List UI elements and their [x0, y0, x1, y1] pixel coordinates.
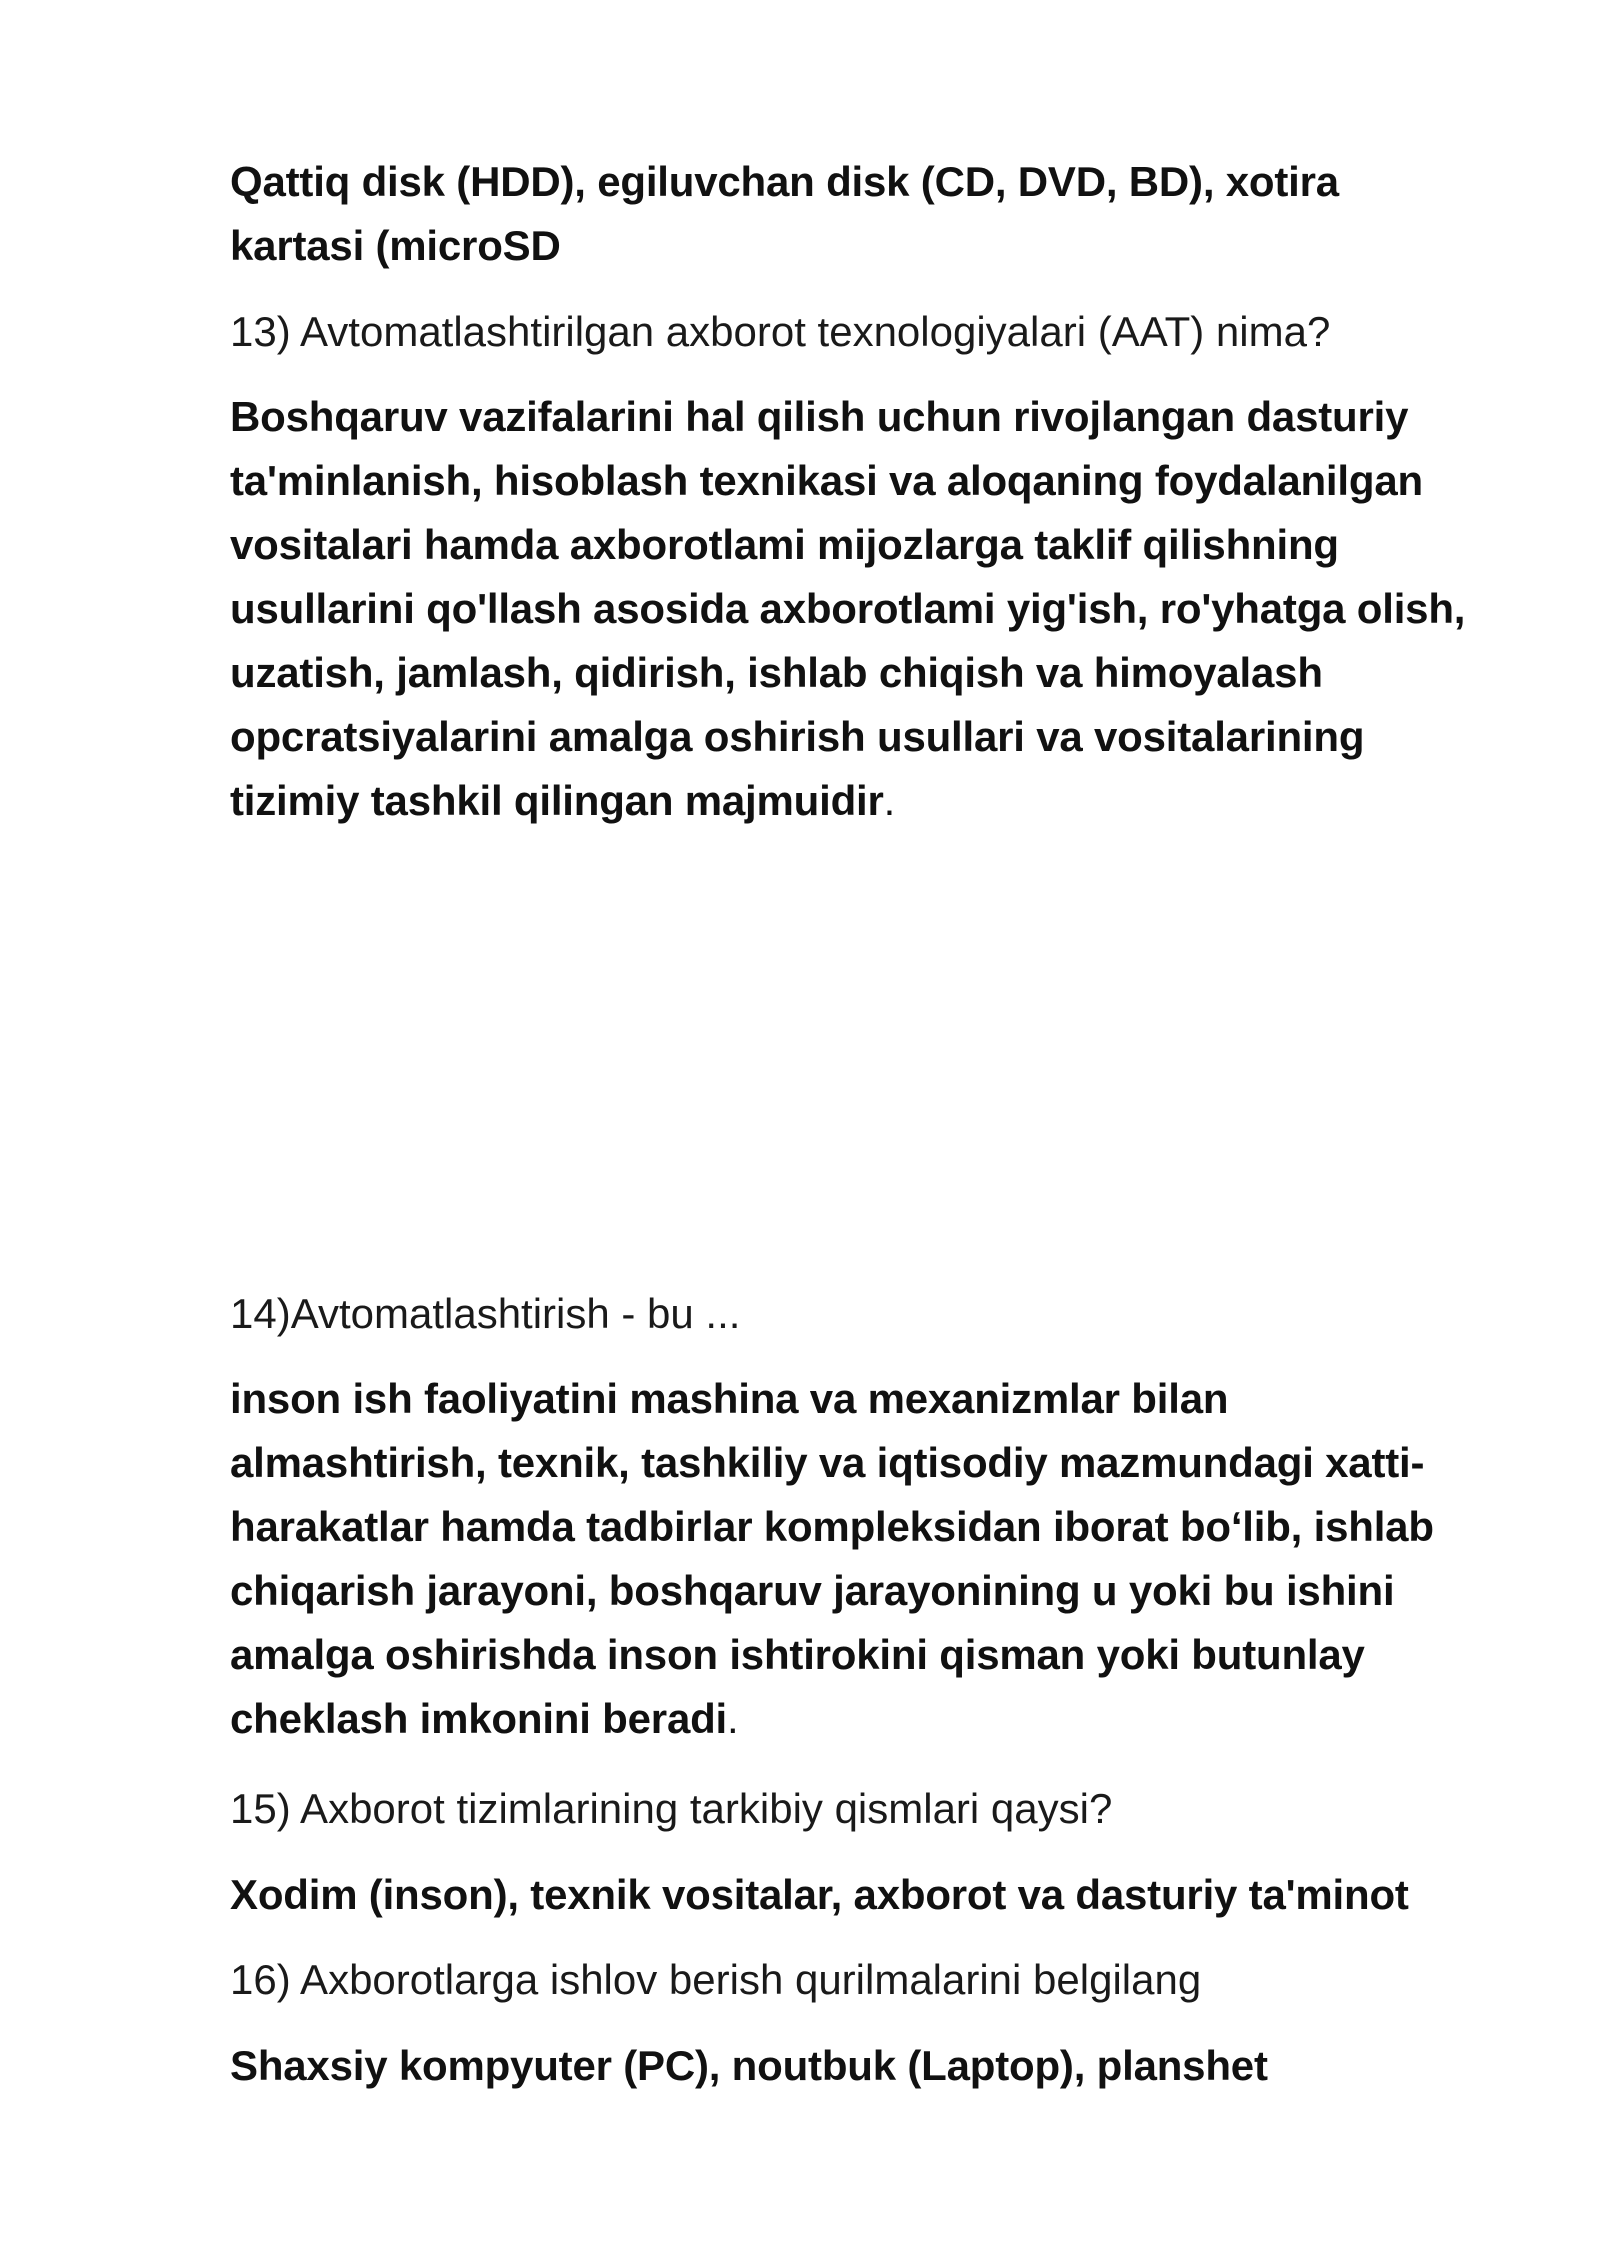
answer-14 — [230, 1367, 1490, 1751]
question-15: 15) Axborot tizimlarining tarkibiy qismlari qaysi? — [230, 1785, 1113, 1832]
answer-line-last — [230, 769, 1490, 833]
answer-line: amalga oshirishda inson ishtirokini qisman yoki butunlay — [230, 1631, 1365, 1678]
answer-text: cheklash imkonini beradi — [230, 1695, 728, 1742]
answer-period: . — [883, 777, 896, 824]
answer-line: vositalari hamda axborotlami mijozlarga taklif qilishning — [230, 521, 1339, 568]
answer-line: uzatish, jamlash, qidirish, ishlab chiqish va himoyalash — [230, 649, 1323, 696]
answer-line: opcratsiyalarini amalga oshirish usullari va vositalarining — [230, 713, 1365, 760]
answer-16: Shaxsiy kompyuter (PC), noutbuk (Laptop), planshet — [230, 2042, 1268, 2089]
answer-line: kartasi (microSD — [230, 222, 561, 269]
question-16: 16) Axborotlarga ishlov berish qurilmalarini belgilang — [230, 1956, 1202, 2003]
answer-12 — [230, 150, 1490, 278]
answer-line: ta'minlanish, hisoblash texnikasi va aloqaning foydalanilgan — [230, 457, 1423, 504]
answer-text: tizimiy tashkil qilingan majmuidir — [230, 777, 884, 824]
answer-line: usullarini qo'llash asosida axborotlami yig'ish, ro'yhatga olish, — [230, 585, 1466, 632]
answer-15: Xodim (inson), texnik vositalar, axborot va dasturiy ta'minot — [230, 1871, 1409, 1918]
answer-line: chiqarish jarayoni, boshqaruv jarayonining u yoki bu ishini — [230, 1567, 1395, 1614]
answer-line: inson ish faoliyatini mashina va mexanizmlar bilan — [230, 1375, 1229, 1422]
answer-period: . — [727, 1695, 739, 1742]
answer-line: harakatlar hamda tadbirlar kompleksidan iborat bo‘lib, ishlab — [230, 1503, 1434, 1550]
answer-13 — [230, 385, 1490, 833]
answer-line-last — [230, 1687, 1490, 1751]
question-13: 13) Avtomatlashtirilgan axborot texnologiyalari (AAT) nima? — [230, 308, 1331, 355]
answer-line: Qattiq disk (HDD), egiluvchan disk (CD, DVD, BD), xotira — [230, 158, 1339, 205]
answer-line: almashtirish, texnik, tashkiliy va iqtisodiy mazmundagi xatti- — [230, 1439, 1425, 1486]
answer-line: Boshqaruv vazifalarini hal qilish uchun rivojlangan dasturiy — [230, 393, 1409, 440]
question-14: 14)Avtomatlashtirish - bu ... — [230, 1290, 741, 1337]
